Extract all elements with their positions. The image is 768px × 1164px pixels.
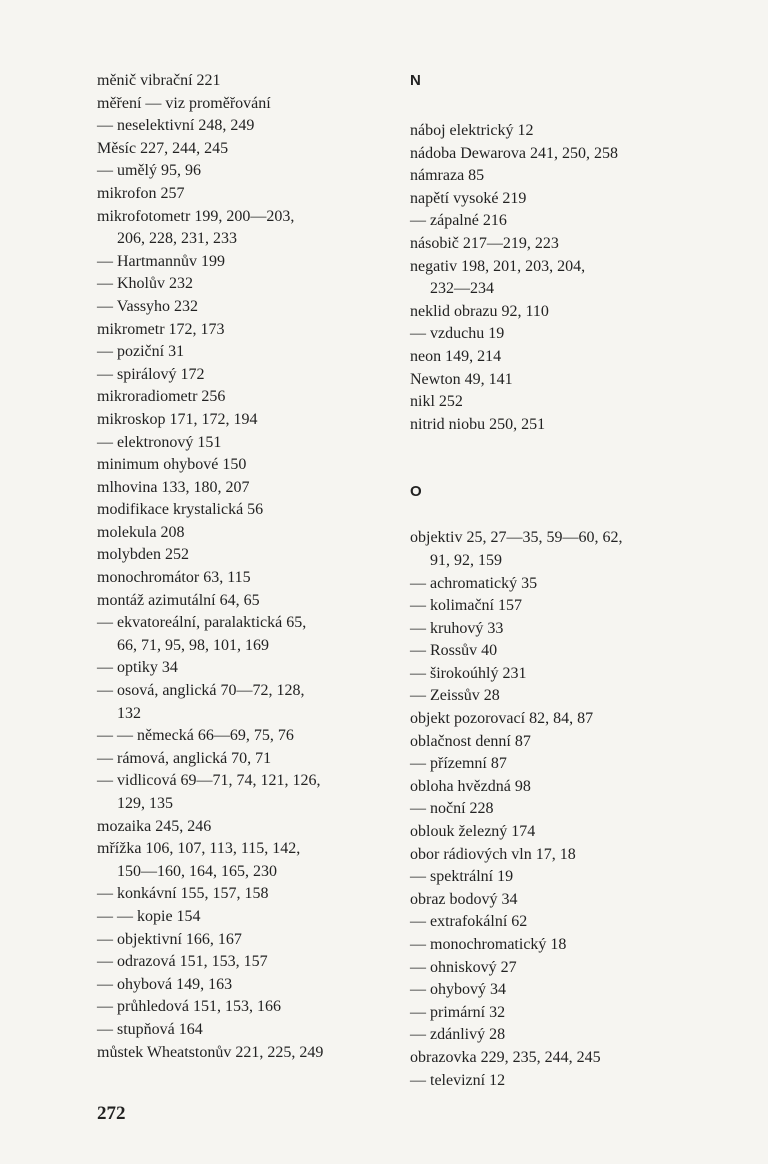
index-entry — [410, 798, 710, 821]
index-entry — [97, 432, 397, 455]
index-entry-line: námraza 85 — [410, 167, 485, 185]
section-heading-n: N — [410, 72, 421, 89]
index-entry-line: — ohybová 149, 163 — [97, 975, 233, 993]
index-entry-line: — rámová, anglická 70, 71 — [97, 749, 272, 767]
index-entry-line: neon 149, 214 — [410, 347, 502, 365]
index-entry-line: nitrid niobu 250, 251 — [410, 415, 546, 433]
index-entry — [97, 725, 397, 748]
section-heading-o: O — [410, 483, 422, 501]
index-entry — [97, 951, 397, 974]
index-entry — [97, 296, 397, 319]
index-entry — [97, 341, 397, 364]
index-entry — [97, 1019, 397, 1042]
index-entry-continuation: 150—160, 164, 165, 230 — [117, 862, 277, 880]
index-entry-line: Newton 49, 141 — [410, 370, 513, 388]
page-number: 272 — [97, 1103, 126, 1124]
index-entry — [410, 844, 710, 867]
index-entry-line: negativ 198, 201, 203, 204, — [410, 257, 586, 275]
index-entry-line: nikl 252 — [410, 393, 463, 411]
index-entry — [410, 776, 710, 799]
index-entry-line: Měsíc 227, 244, 245 — [97, 139, 229, 157]
index-entry — [97, 567, 397, 590]
index-entry — [410, 731, 710, 754]
index-entry — [410, 1047, 710, 1070]
index-entry — [410, 346, 710, 369]
index-entry-line: — Vassyho 232 — [97, 297, 199, 315]
index-entry-line: — noční 228 — [410, 800, 494, 818]
index-entry — [97, 409, 397, 432]
index-entry-continuation: 91, 92, 159 — [430, 551, 502, 569]
index-entry — [97, 612, 397, 657]
index-entry — [410, 1002, 710, 1025]
index-entry-line: — odrazová 151, 153, 157 — [97, 953, 268, 971]
index-entry-line: — zdánlivý 28 — [410, 1026, 506, 1044]
index-entry — [410, 753, 710, 776]
index-entry — [410, 233, 710, 256]
index-entry-line: — optiky 34 — [97, 659, 178, 677]
index-entry-line: — elektronový 151 — [97, 433, 222, 451]
index-entry — [97, 115, 397, 138]
index-entry-line: mikrofotometr 199, 200—203, — [97, 207, 295, 225]
index-entry — [410, 301, 710, 324]
index-entry-line: molekula 208 — [97, 523, 185, 541]
index-entry — [410, 369, 710, 392]
index-entry — [97, 522, 397, 545]
index-entry — [410, 979, 710, 1002]
index-entry-line: — poziční 31 — [97, 343, 185, 361]
index-entry — [97, 454, 397, 477]
index-entry — [410, 685, 710, 708]
index-entry — [97, 996, 397, 1019]
index-entry — [97, 319, 397, 342]
index-entry-line: monochromátor 63, 115 — [97, 569, 251, 587]
index-entry — [410, 120, 710, 143]
index-entry — [97, 838, 397, 883]
index-entry — [410, 618, 710, 641]
index-entry-line: obloha hvězdná 98 — [410, 777, 531, 795]
section-o-entries — [410, 527, 710, 1092]
index-entry — [410, 957, 710, 980]
index-entry-line: — přízemní 87 — [410, 755, 507, 773]
index-entry-line: — vzduchu 19 — [410, 325, 505, 343]
index-entry — [410, 889, 710, 912]
index-entry-line: objekt pozorovací 82, 84, 87 — [410, 710, 594, 728]
index-entry — [410, 165, 710, 188]
index-entry — [410, 527, 710, 572]
index-entry — [97, 544, 397, 567]
index-entry — [410, 1070, 710, 1093]
left-column — [97, 70, 397, 1064]
index-entry — [410, 708, 710, 731]
index-entry-line: — spektrální 19 — [410, 868, 514, 886]
index-entry — [410, 143, 710, 166]
index-entry-line: — achromatický 35 — [410, 574, 538, 592]
index-entry — [410, 573, 710, 596]
index-entry-line: — primární 32 — [410, 1003, 506, 1021]
index-entry — [410, 821, 710, 844]
index-entry — [97, 816, 397, 839]
index-entry — [410, 866, 710, 889]
index-entry-line: mikrometr 172, 173 — [97, 320, 225, 338]
index-entry-line: — konkávní 155, 157, 158 — [97, 885, 269, 903]
index-entry — [410, 188, 710, 211]
index-entry — [97, 160, 397, 183]
index-entry — [410, 210, 710, 233]
index-entry-line: — osová, anglická 70—72, 128, — [97, 682, 305, 700]
right-column — [410, 70, 710, 1092]
index-entry — [97, 883, 397, 906]
index-entry — [410, 911, 710, 934]
index-entry-line: obraz bodový 34 — [410, 890, 518, 908]
index-entry-line: mikroskop 171, 172, 194 — [97, 410, 258, 428]
index-entry — [97, 906, 397, 929]
index-entry-line: — ohniskový 27 — [410, 958, 517, 976]
index-entry-line: obor rádiových vln 17, 18 — [410, 845, 576, 863]
index-entry — [97, 974, 397, 997]
index-entry-line: můstek Wheatstonův 221, 225, 249 — [97, 1043, 324, 1061]
index-entry — [410, 256, 710, 301]
index-entry — [97, 70, 397, 93]
index-entry-line: napětí vysoké 219 — [410, 189, 527, 207]
index-entry-line: — extrafokální 62 — [410, 913, 528, 931]
index-entry-line: mikrofon 257 — [97, 184, 185, 202]
index-entry-line: oblačnost denní 87 — [410, 732, 531, 750]
index-entry-line: — Zeissův 28 — [410, 687, 500, 705]
index-entry-line: montáž azimutální 64, 65 — [97, 591, 260, 609]
index-entry-line: minimum ohybové 150 — [97, 456, 247, 474]
index-entry — [410, 414, 710, 437]
index-entry — [410, 663, 710, 686]
index-entry-line: mikroradiometr 256 — [97, 388, 226, 406]
index-entry-line: — ohybový 34 — [410, 981, 506, 999]
index-entry-line: molybden 252 — [97, 546, 189, 564]
index-entry-line: — — kopie 154 — [97, 907, 201, 925]
index-entry — [97, 386, 397, 409]
index-entry — [97, 929, 397, 952]
index-entry — [97, 93, 397, 116]
index-entry-line: — monochromatický 18 — [410, 936, 567, 953]
index-entry-line: — zápalné 216 — [410, 212, 507, 230]
index-entry-line: oblouk železný 174 — [410, 823, 536, 841]
index-entry-line: mlhovina 133, 180, 207 — [97, 478, 250, 496]
index-entry-continuation: 66, 71, 95, 98, 101, 169 — [117, 636, 269, 654]
index-entry-line: — ekvatoreální, paralaktická 65, — [97, 614, 307, 632]
index-entry-line: — širokoúhlý 231 — [410, 664, 527, 682]
index-entry-line: — objektivní 166, 167 — [97, 930, 242, 948]
index-entry-line: obrazovka 229, 235, 244, 245 — [410, 1048, 601, 1066]
index-entry-line: — Hartmannův 199 — [97, 252, 225, 270]
index-entry-line: modifikace krystalická 56 — [97, 501, 264, 519]
index-entry-line: — Kholův 232 — [97, 275, 193, 293]
index-entry-line: měnič vibrační 221 — [97, 72, 221, 89]
index-entry-line: mřížka 106, 107, 113, 115, 142, — [97, 840, 301, 858]
index-entry-line: násobič 217—219, 223 — [410, 234, 559, 252]
index-entry-line: — stupňová 164 — [97, 1020, 203, 1038]
index-entry — [410, 595, 710, 618]
index-entry-line: — neselektivní 248, 249 — [97, 117, 255, 135]
index-entry-line: — — německá 66—69, 75, 76 — [97, 727, 294, 745]
index-entry — [97, 590, 397, 613]
index-entry-line: měření — viz proměřování — [97, 94, 271, 112]
index-entry — [97, 477, 397, 500]
index-entry — [410, 1024, 710, 1047]
index-entry — [97, 748, 397, 771]
index-entry — [97, 657, 397, 680]
index-entry — [97, 138, 397, 161]
index-entry-line: — průhledová 151, 153, 166 — [97, 998, 281, 1016]
index-entry — [410, 323, 710, 346]
index-entry-continuation: 129, 135 — [117, 795, 173, 812]
index-entry — [97, 183, 397, 206]
index-entry — [97, 273, 397, 296]
index-entry — [410, 640, 710, 663]
index-entry — [97, 499, 397, 522]
index-entry — [97, 364, 397, 387]
index-entry — [97, 1042, 397, 1065]
section-n-entries — [410, 120, 710, 436]
index-entry-line: — kruhový 33 — [410, 619, 504, 637]
index-entry-line: neklid obrazu 92, 110 — [410, 302, 549, 320]
index-entry-line: objektiv 25, 27—35, 59—60, 62, — [410, 529, 623, 547]
index-entry-continuation: 206, 228, 231, 233 — [117, 230, 237, 248]
index-entry-line: — spirálový 172 — [97, 365, 205, 383]
index-entry — [410, 934, 710, 957]
index-entry — [97, 251, 397, 274]
index-entry-line: — kolimační 157 — [410, 597, 522, 615]
index-entry-continuation: 132 — [117, 704, 141, 722]
index-entry — [97, 770, 397, 815]
index-entry — [97, 680, 397, 725]
index-entry-line: — umělý 95, 96 — [97, 162, 201, 180]
index-entry — [410, 391, 710, 414]
index-entry-line: — vidlicová 69—71, 74, 121, 126, — [97, 772, 321, 790]
index-entry-line: mozaika 245, 246 — [97, 817, 212, 835]
index-entry-line: — televizní 12 — [410, 1071, 506, 1089]
index-entry-line: — Rossův 40 — [410, 642, 498, 660]
index-entry — [97, 206, 397, 251]
index-entry-continuation: 232—234 — [430, 280, 494, 298]
index-entry-line: nádoba Dewarova 241, 250, 258 — [410, 144, 618, 162]
index-entry-line: náboj elektrický 12 — [410, 122, 534, 139]
